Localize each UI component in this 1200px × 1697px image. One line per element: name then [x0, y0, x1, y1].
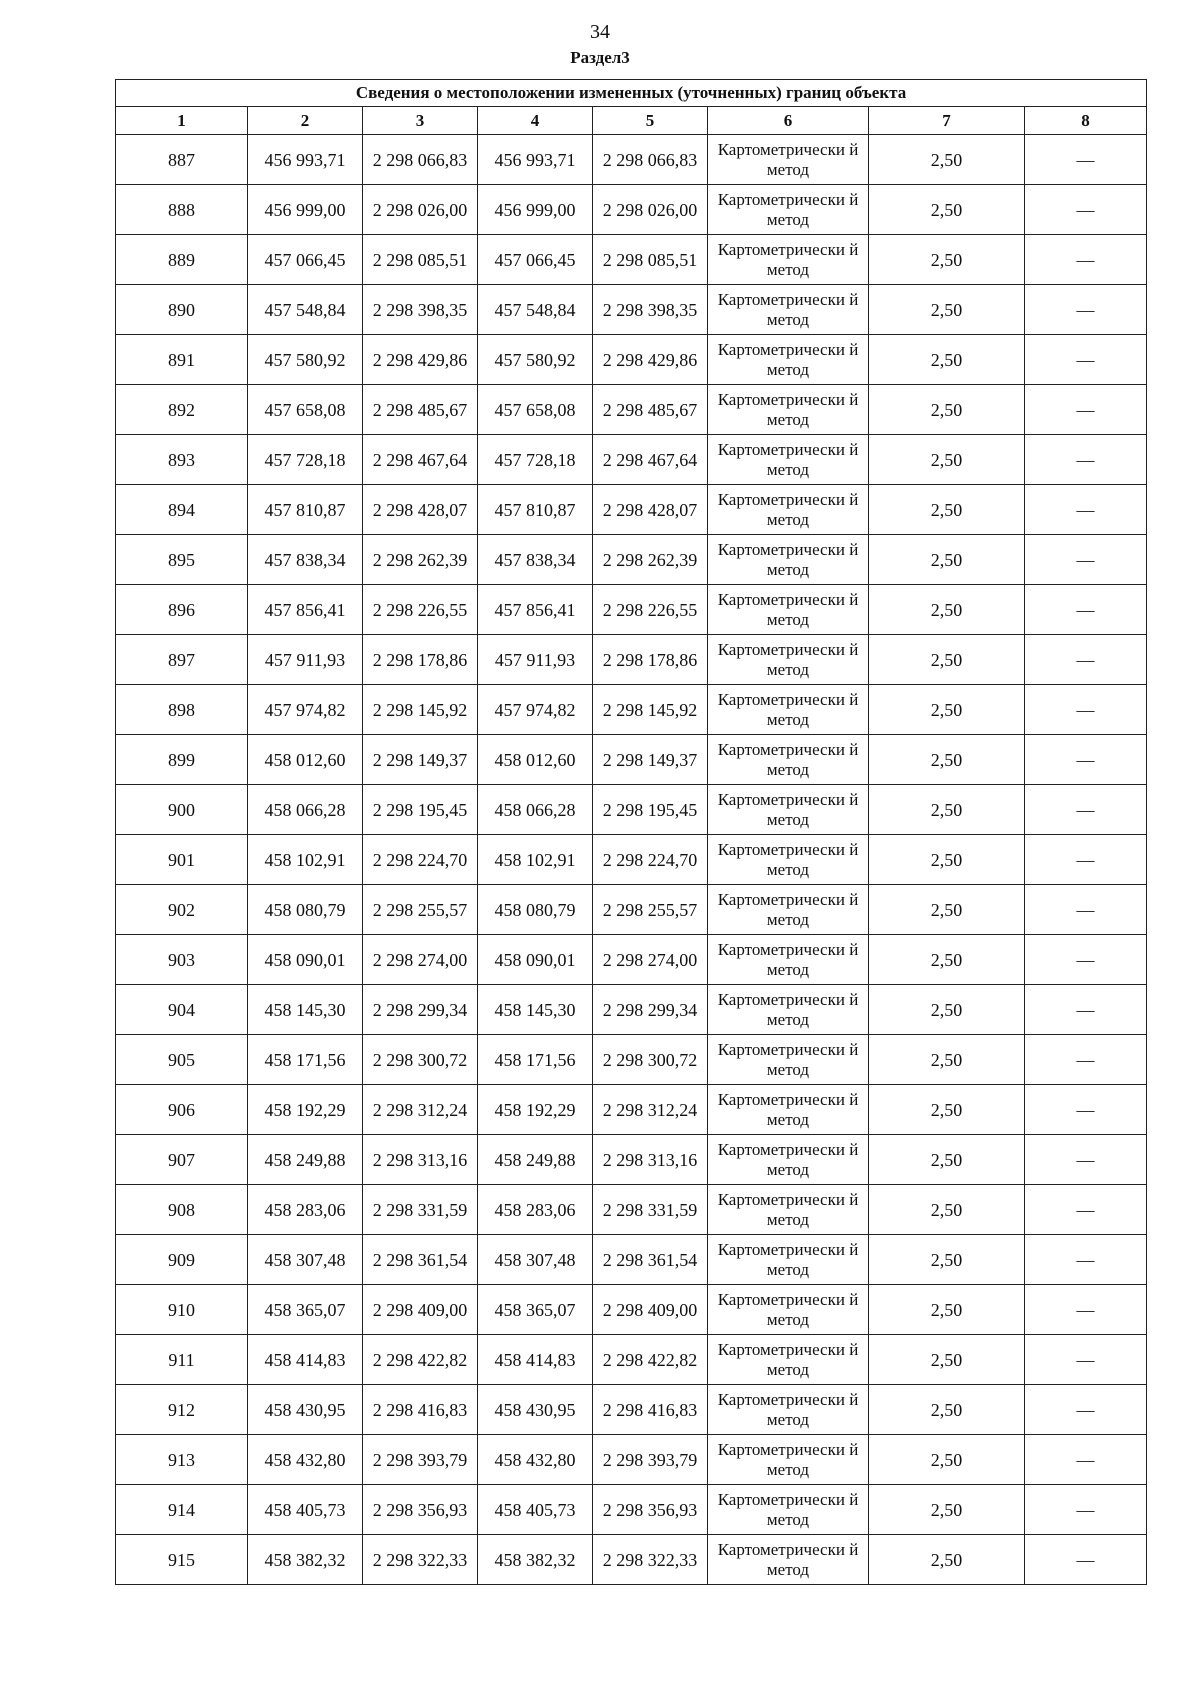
- point-number-cell: 889: [116, 235, 248, 285]
- y-existing-cell: 2 298 149,37: [363, 735, 478, 785]
- point-number-cell: 901: [116, 835, 248, 885]
- column-header: 4: [478, 107, 593, 135]
- y-refined-cell: 2 298 178,86: [593, 635, 708, 685]
- table-row: [116, 1385, 1147, 1435]
- x-existing-cell: 458 307,48: [248, 1235, 363, 1285]
- point-number-cell: 907: [116, 1135, 248, 1185]
- note-cell: —: [1025, 1085, 1147, 1135]
- point-number-cell: 908: [116, 1185, 248, 1235]
- y-existing-cell: 2 298 361,54: [363, 1235, 478, 1285]
- note-cell: —: [1025, 835, 1147, 885]
- page-number: 34: [590, 21, 610, 43]
- method-cell: Картометрически й метод: [708, 735, 869, 785]
- x-refined-cell: 458 080,79: [478, 885, 593, 935]
- method-cell: Картометрически й метод: [708, 585, 869, 635]
- x-existing-cell: 458 283,06: [248, 1185, 363, 1235]
- point-number-cell: 902: [116, 885, 248, 935]
- x-refined-cell: 458 405,73: [478, 1485, 593, 1535]
- table-row: [116, 1335, 1147, 1385]
- x-existing-cell: 458 430,95: [248, 1385, 363, 1435]
- y-existing-cell: 2 298 255,57: [363, 885, 478, 935]
- table-row: [116, 585, 1147, 635]
- x-existing-cell: 458 171,56: [248, 1035, 363, 1085]
- section-title: Раздел3: [570, 48, 630, 67]
- method-cell: Картометрически й метод: [708, 1235, 869, 1285]
- table-row: [116, 685, 1147, 735]
- note-cell: —: [1025, 735, 1147, 785]
- note-cell: —: [1025, 1285, 1147, 1335]
- method-cell: Картометрически й метод: [708, 1435, 869, 1485]
- note-cell: —: [1025, 285, 1147, 335]
- y-refined-cell: 2 298 066,83: [593, 135, 708, 185]
- y-refined-cell: 2 298 274,00: [593, 935, 708, 985]
- y-refined-cell: 2 298 422,82: [593, 1335, 708, 1385]
- note-cell: —: [1025, 1435, 1147, 1485]
- x-existing-cell: 458 249,88: [248, 1135, 363, 1185]
- table-caption: Сведения о местоположении измененных (уточненных) границ объекта: [116, 80, 1147, 107]
- note-cell: —: [1025, 535, 1147, 585]
- table-row: [116, 785, 1147, 835]
- accuracy-cell: 2,50: [869, 1135, 1025, 1185]
- x-existing-cell: 457 856,41: [248, 585, 363, 635]
- x-refined-cell: 457 548,84: [478, 285, 593, 335]
- x-refined-cell: 457 838,34: [478, 535, 593, 585]
- note-cell: —: [1025, 235, 1147, 285]
- table-row: [116, 235, 1147, 285]
- point-number-cell: 899: [116, 735, 248, 785]
- accuracy-cell: 2,50: [869, 735, 1025, 785]
- y-existing-cell: 2 298 416,83: [363, 1385, 478, 1435]
- point-number-cell: 903: [116, 935, 248, 985]
- x-refined-cell: 457 911,93: [478, 635, 593, 685]
- note-cell: —: [1025, 685, 1147, 735]
- method-cell: Картометрически й метод: [708, 335, 869, 385]
- accuracy-cell: 2,50: [869, 1035, 1025, 1085]
- y-existing-cell: 2 298 195,45: [363, 785, 478, 835]
- y-refined-cell: 2 298 255,57: [593, 885, 708, 935]
- y-refined-cell: 2 298 262,39: [593, 535, 708, 585]
- accuracy-cell: 2,50: [869, 1535, 1025, 1585]
- y-existing-cell: 2 298 393,79: [363, 1435, 478, 1485]
- accuracy-cell: 2,50: [869, 1285, 1025, 1335]
- y-existing-cell: 2 298 224,70: [363, 835, 478, 885]
- y-existing-cell: 2 298 026,00: [363, 185, 478, 235]
- x-refined-cell: 457 974,82: [478, 685, 593, 735]
- y-existing-cell: 2 298 467,64: [363, 435, 478, 485]
- accuracy-cell: 2,50: [869, 585, 1025, 635]
- x-refined-cell: 458 307,48: [478, 1235, 593, 1285]
- accuracy-cell: 2,50: [869, 1385, 1025, 1435]
- y-refined-cell: 2 298 393,79: [593, 1435, 708, 1485]
- method-cell: Картометрически й метод: [708, 1285, 869, 1335]
- method-cell: Картометрически й метод: [708, 985, 869, 1035]
- x-existing-cell: 456 999,00: [248, 185, 363, 235]
- x-refined-cell: 458 365,07: [478, 1285, 593, 1335]
- note-cell: —: [1025, 585, 1147, 635]
- y-refined-cell: 2 298 361,54: [593, 1235, 708, 1285]
- note-cell: —: [1025, 1485, 1147, 1535]
- method-cell: Картометрически й метод: [708, 1535, 869, 1585]
- point-number-cell: 912: [116, 1385, 248, 1435]
- table-row: [116, 1035, 1147, 1085]
- method-cell: Картометрически й метод: [708, 435, 869, 485]
- y-existing-cell: 2 298 312,24: [363, 1085, 478, 1135]
- y-refined-cell: 2 298 322,33: [593, 1535, 708, 1585]
- method-cell: Картометрически й метод: [708, 285, 869, 335]
- column-header: 3: [363, 107, 478, 135]
- y-refined-cell: 2 298 331,59: [593, 1185, 708, 1235]
- y-existing-cell: 2 298 422,82: [363, 1335, 478, 1385]
- y-refined-cell: 2 298 085,51: [593, 235, 708, 285]
- x-refined-cell: 457 580,92: [478, 335, 593, 385]
- point-number-cell: 914: [116, 1485, 248, 1535]
- x-existing-cell: 458 012,60: [248, 735, 363, 785]
- x-existing-cell: 458 405,73: [248, 1485, 363, 1535]
- y-refined-cell: 2 298 416,83: [593, 1385, 708, 1435]
- column-header: 7: [869, 107, 1025, 135]
- y-existing-cell: 2 298 178,86: [363, 635, 478, 685]
- note-cell: —: [1025, 1235, 1147, 1285]
- column-header-row: [116, 107, 1147, 135]
- y-existing-cell: 2 298 262,39: [363, 535, 478, 585]
- method-cell: Картометрически й метод: [708, 785, 869, 835]
- note-cell: —: [1025, 635, 1147, 685]
- method-cell: Картометрически й метод: [708, 535, 869, 585]
- note-cell: —: [1025, 885, 1147, 935]
- table-row: [116, 335, 1147, 385]
- x-refined-cell: 458 090,01: [478, 935, 593, 985]
- y-refined-cell: 2 298 300,72: [593, 1035, 708, 1085]
- table-row: [116, 485, 1147, 535]
- x-refined-cell: 456 999,00: [478, 185, 593, 235]
- point-number-cell: 900: [116, 785, 248, 835]
- accuracy-cell: 2,50: [869, 785, 1025, 835]
- x-existing-cell: 458 192,29: [248, 1085, 363, 1135]
- method-cell: Картометрически й метод: [708, 185, 869, 235]
- y-refined-cell: 2 298 485,67: [593, 385, 708, 435]
- method-cell: Картометрически й метод: [708, 685, 869, 735]
- table-row: [116, 1085, 1147, 1135]
- y-refined-cell: 2 298 356,93: [593, 1485, 708, 1535]
- accuracy-cell: 2,50: [869, 1085, 1025, 1135]
- y-refined-cell: 2 298 467,64: [593, 435, 708, 485]
- point-number-cell: 893: [116, 435, 248, 485]
- y-existing-cell: 2 298 409,00: [363, 1285, 478, 1335]
- x-existing-cell: 457 974,82: [248, 685, 363, 735]
- y-existing-cell: 2 298 356,93: [363, 1485, 478, 1535]
- x-existing-cell: 457 728,18: [248, 435, 363, 485]
- table-row: [116, 1285, 1147, 1335]
- x-refined-cell: 457 066,45: [478, 235, 593, 285]
- x-existing-cell: 457 911,93: [248, 635, 363, 685]
- point-number-cell: 910: [116, 1285, 248, 1335]
- y-existing-cell: 2 298 066,83: [363, 135, 478, 185]
- table-row: [116, 1135, 1147, 1185]
- y-refined-cell: 2 298 398,35: [593, 285, 708, 335]
- table-row: [116, 135, 1147, 185]
- method-cell: Картометрически й метод: [708, 635, 869, 685]
- x-existing-cell: 458 090,01: [248, 935, 363, 985]
- accuracy-cell: 2,50: [869, 235, 1025, 285]
- x-refined-cell: 456 993,71: [478, 135, 593, 185]
- method-cell: Картометрически й метод: [708, 885, 869, 935]
- x-refined-cell: 457 856,41: [478, 585, 593, 635]
- point-number-cell: 895: [116, 535, 248, 585]
- x-refined-cell: 457 658,08: [478, 385, 593, 435]
- table-row: [116, 1435, 1147, 1485]
- y-refined-cell: 2 298 313,16: [593, 1135, 708, 1185]
- x-existing-cell: 457 066,45: [248, 235, 363, 285]
- method-cell: Картометрически й метод: [708, 135, 869, 185]
- accuracy-cell: 2,50: [869, 685, 1025, 735]
- accuracy-cell: 2,50: [869, 385, 1025, 435]
- table-row: [116, 635, 1147, 685]
- point-number-cell: 915: [116, 1535, 248, 1585]
- x-existing-cell: 458 102,91: [248, 835, 363, 885]
- table-row: [116, 1235, 1147, 1285]
- accuracy-cell: 2,50: [869, 885, 1025, 935]
- method-cell: Картометрически й метод: [708, 1185, 869, 1235]
- x-existing-cell: 458 365,07: [248, 1285, 363, 1335]
- x-existing-cell: 457 810,87: [248, 485, 363, 535]
- x-existing-cell: 458 432,80: [248, 1435, 363, 1485]
- point-number-cell: 890: [116, 285, 248, 335]
- x-existing-cell: 458 414,83: [248, 1335, 363, 1385]
- table-row: [116, 935, 1147, 985]
- y-refined-cell: 2 298 226,55: [593, 585, 708, 635]
- y-refined-cell: 2 298 224,70: [593, 835, 708, 885]
- table-row: [116, 1485, 1147, 1535]
- table-row: [116, 1185, 1147, 1235]
- x-refined-cell: 458 066,28: [478, 785, 593, 835]
- accuracy-cell: 2,50: [869, 1185, 1025, 1235]
- x-refined-cell: 458 382,32: [478, 1535, 593, 1585]
- note-cell: —: [1025, 1385, 1147, 1435]
- y-existing-cell: 2 298 429,86: [363, 335, 478, 385]
- point-number-cell: 894: [116, 485, 248, 535]
- x-refined-cell: 458 192,29: [478, 1085, 593, 1135]
- y-refined-cell: 2 298 145,92: [593, 685, 708, 735]
- column-header: 8: [1025, 107, 1147, 135]
- x-existing-cell: 457 658,08: [248, 385, 363, 435]
- table-row: [116, 1535, 1147, 1585]
- accuracy-cell: 2,50: [869, 1235, 1025, 1285]
- accuracy-cell: 2,50: [869, 985, 1025, 1035]
- accuracy-cell: 2,50: [869, 285, 1025, 335]
- accuracy-cell: 2,50: [869, 1435, 1025, 1485]
- x-refined-cell: 458 432,80: [478, 1435, 593, 1485]
- y-refined-cell: 2 298 195,45: [593, 785, 708, 835]
- y-refined-cell: 2 298 026,00: [593, 185, 708, 235]
- column-header: 6: [708, 107, 869, 135]
- y-existing-cell: 2 298 313,16: [363, 1135, 478, 1185]
- y-existing-cell: 2 298 226,55: [363, 585, 478, 635]
- note-cell: —: [1025, 1335, 1147, 1385]
- note-cell: —: [1025, 785, 1147, 835]
- x-refined-cell: 458 145,30: [478, 985, 593, 1035]
- x-refined-cell: 457 728,18: [478, 435, 593, 485]
- table-row: [116, 285, 1147, 335]
- method-cell: Картометрически й метод: [708, 1385, 869, 1435]
- point-number-cell: 887: [116, 135, 248, 185]
- accuracy-cell: 2,50: [869, 335, 1025, 385]
- point-number-cell: 898: [116, 685, 248, 735]
- table-row: [116, 385, 1147, 435]
- x-existing-cell: 458 066,28: [248, 785, 363, 835]
- accuracy-cell: 2,50: [869, 1335, 1025, 1385]
- point-number-cell: 906: [116, 1085, 248, 1135]
- y-refined-cell: 2 298 429,86: [593, 335, 708, 385]
- point-number-cell: 905: [116, 1035, 248, 1085]
- x-existing-cell: 456 993,71: [248, 135, 363, 185]
- x-refined-cell: 458 430,95: [478, 1385, 593, 1435]
- table-body: [116, 135, 1147, 1585]
- y-existing-cell: 2 298 322,33: [363, 1535, 478, 1585]
- note-cell: —: [1025, 935, 1147, 985]
- x-refined-cell: 458 283,06: [478, 1185, 593, 1235]
- table-row: [116, 435, 1147, 485]
- note-cell: —: [1025, 485, 1147, 535]
- table-row: [116, 985, 1147, 1035]
- column-header: 2: [248, 107, 363, 135]
- note-cell: —: [1025, 185, 1147, 235]
- point-number-cell: 888: [116, 185, 248, 235]
- accuracy-cell: 2,50: [869, 635, 1025, 685]
- y-existing-cell: 2 298 398,35: [363, 285, 478, 335]
- accuracy-cell: 2,50: [869, 135, 1025, 185]
- point-number-cell: 891: [116, 335, 248, 385]
- y-existing-cell: 2 298 145,92: [363, 685, 478, 735]
- y-existing-cell: 2 298 485,67: [363, 385, 478, 435]
- method-cell: Картометрически й метод: [708, 1085, 869, 1135]
- point-number-cell: 911: [116, 1335, 248, 1385]
- note-cell: —: [1025, 385, 1147, 435]
- y-refined-cell: 2 298 312,24: [593, 1085, 708, 1135]
- x-existing-cell: 457 580,92: [248, 335, 363, 385]
- x-existing-cell: 457 548,84: [248, 285, 363, 335]
- x-existing-cell: 458 080,79: [248, 885, 363, 935]
- y-existing-cell: 2 298 428,07: [363, 485, 478, 535]
- x-existing-cell: 458 382,32: [248, 1535, 363, 1585]
- note-cell: —: [1025, 435, 1147, 485]
- y-refined-cell: 2 298 428,07: [593, 485, 708, 535]
- note-cell: —: [1025, 1535, 1147, 1585]
- y-refined-cell: 2 298 299,34: [593, 985, 708, 1035]
- y-refined-cell: 2 298 409,00: [593, 1285, 708, 1335]
- method-cell: Картометрически й метод: [708, 1485, 869, 1535]
- method-cell: Картометрически й метод: [708, 485, 869, 535]
- table-row: [116, 835, 1147, 885]
- point-number-cell: 913: [116, 1435, 248, 1485]
- method-cell: Картометрически й метод: [708, 835, 869, 885]
- column-header: 1: [116, 107, 248, 135]
- method-cell: Картометрически й метод: [708, 1335, 869, 1385]
- note-cell: —: [1025, 1135, 1147, 1185]
- method-cell: Картометрически й метод: [708, 1035, 869, 1085]
- x-existing-cell: 458 145,30: [248, 985, 363, 1035]
- accuracy-cell: 2,50: [869, 185, 1025, 235]
- x-refined-cell: 458 102,91: [478, 835, 593, 885]
- method-cell: Картометрически й метод: [708, 235, 869, 285]
- table-row: [116, 735, 1147, 785]
- x-refined-cell: 458 249,88: [478, 1135, 593, 1185]
- accuracy-cell: 2,50: [869, 485, 1025, 535]
- coordinates-table: [115, 79, 1147, 1585]
- y-existing-cell: 2 298 274,00: [363, 935, 478, 985]
- accuracy-cell: 2,50: [869, 535, 1025, 585]
- y-existing-cell: 2 298 085,51: [363, 235, 478, 285]
- note-cell: —: [1025, 335, 1147, 385]
- x-refined-cell: 458 012,60: [478, 735, 593, 785]
- table-row: [116, 535, 1147, 585]
- method-cell: Картометрически й метод: [708, 385, 869, 435]
- method-cell: Картометрически й метод: [708, 1135, 869, 1185]
- method-cell: Картометрически й метод: [708, 935, 869, 985]
- table-row: [116, 185, 1147, 235]
- accuracy-cell: 2,50: [869, 835, 1025, 885]
- accuracy-cell: 2,50: [869, 435, 1025, 485]
- note-cell: —: [1025, 985, 1147, 1035]
- point-number-cell: 909: [116, 1235, 248, 1285]
- note-cell: —: [1025, 135, 1147, 185]
- x-existing-cell: 457 838,34: [248, 535, 363, 585]
- column-header: 5: [593, 107, 708, 135]
- note-cell: —: [1025, 1035, 1147, 1085]
- y-existing-cell: 2 298 299,34: [363, 985, 478, 1035]
- y-refined-cell: 2 298 149,37: [593, 735, 708, 785]
- accuracy-cell: 2,50: [869, 1485, 1025, 1535]
- x-refined-cell: 457 810,87: [478, 485, 593, 535]
- x-refined-cell: 458 414,83: [478, 1335, 593, 1385]
- x-refined-cell: 458 171,56: [478, 1035, 593, 1085]
- point-number-cell: 896: [116, 585, 248, 635]
- y-existing-cell: 2 298 300,72: [363, 1035, 478, 1085]
- point-number-cell: 904: [116, 985, 248, 1035]
- point-number-cell: 892: [116, 385, 248, 435]
- note-cell: —: [1025, 1185, 1147, 1235]
- point-number-cell: 897: [116, 635, 248, 685]
- table-row: [116, 885, 1147, 935]
- accuracy-cell: 2,50: [869, 935, 1025, 985]
- y-existing-cell: 2 298 331,59: [363, 1185, 478, 1235]
